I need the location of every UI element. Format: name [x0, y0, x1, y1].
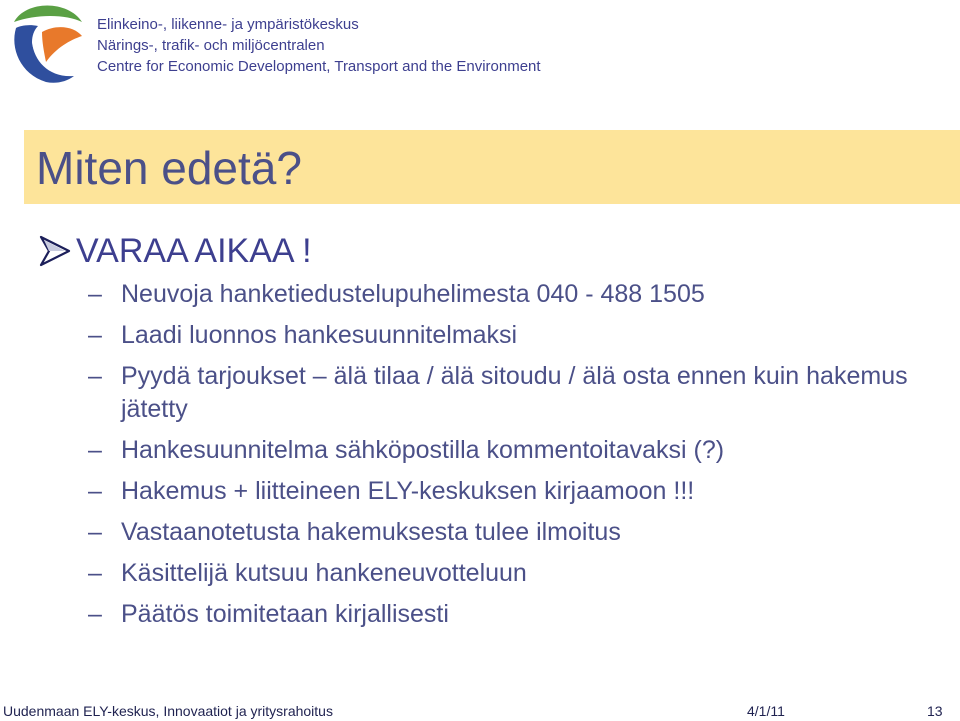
list-item [88, 475, 948, 508]
footer-organization: Uudenmaan ELY-keskus, Innovaatiot ja yritysrahoitus [3, 703, 333, 719]
list-item-text: Käsittelijä kutsuu hankeneuvotteluun [121, 559, 527, 587]
page-number: 13 [927, 703, 943, 719]
main-bullet [38, 229, 312, 273]
list-item [88, 516, 948, 549]
dash-bullet: – [88, 518, 102, 546]
slide-footer [0, 701, 960, 721]
list-item-text: Päätös toimitetaan kirjallisesti [121, 600, 449, 628]
list-item-text: Vastaanotetusta hakemuksesta tulee ilmoitus [121, 518, 621, 546]
dash-bullet: – [88, 436, 102, 464]
org-line-fi: Elinkeino-, liikenne- ja ympäristökeskus [97, 16, 359, 33]
list-item [88, 278, 948, 311]
list-item [88, 319, 948, 352]
list-item-text: Laadi luonnos hankesuunnitelmaksi [121, 321, 518, 349]
organization-name [97, 14, 541, 77]
list-item [88, 598, 948, 631]
title-band [24, 130, 960, 204]
list-item-text: Hankesuunnitelma sähköpostilla kommentoitavaksi (?) [121, 436, 725, 464]
footer-date: 4/1/11 [747, 703, 785, 719]
list-item [88, 434, 948, 467]
arrow-bullet-icon [38, 234, 72, 268]
dash-bullet: – [88, 600, 102, 628]
dash-bullet: – [88, 477, 102, 505]
sub-bullet-list [88, 278, 948, 639]
list-item-text: Hakemus + liitteineen ELY-keskuksen kirjaamoon !!! [121, 477, 695, 505]
ely-logo-icon [6, 2, 86, 84]
dash-bullet: – [88, 559, 102, 587]
list-item-text: Pyydä tarjoukset – älä tilaa / älä sitoudu / älä osta ennen kuin hakemus jätetty [121, 362, 908, 423]
main-bullet-text: VARAA AIKAA ! [76, 231, 312, 270]
list-item [88, 557, 948, 590]
slide-title: Miten edetä? [36, 142, 302, 194]
org-line-sv: Närings-, trafik- och miljöcentralen [97, 37, 325, 54]
org-line-en: Centre for Economic Development, Transport and the Environment [97, 58, 541, 75]
dash-bullet: – [88, 280, 102, 308]
dash-bullet: – [88, 321, 102, 349]
list-item [88, 360, 948, 426]
list-item-text: Neuvoja hanketiedustelupuhelimesta 040 - 488 1505 [121, 280, 705, 308]
dash-bullet: – [88, 362, 102, 390]
